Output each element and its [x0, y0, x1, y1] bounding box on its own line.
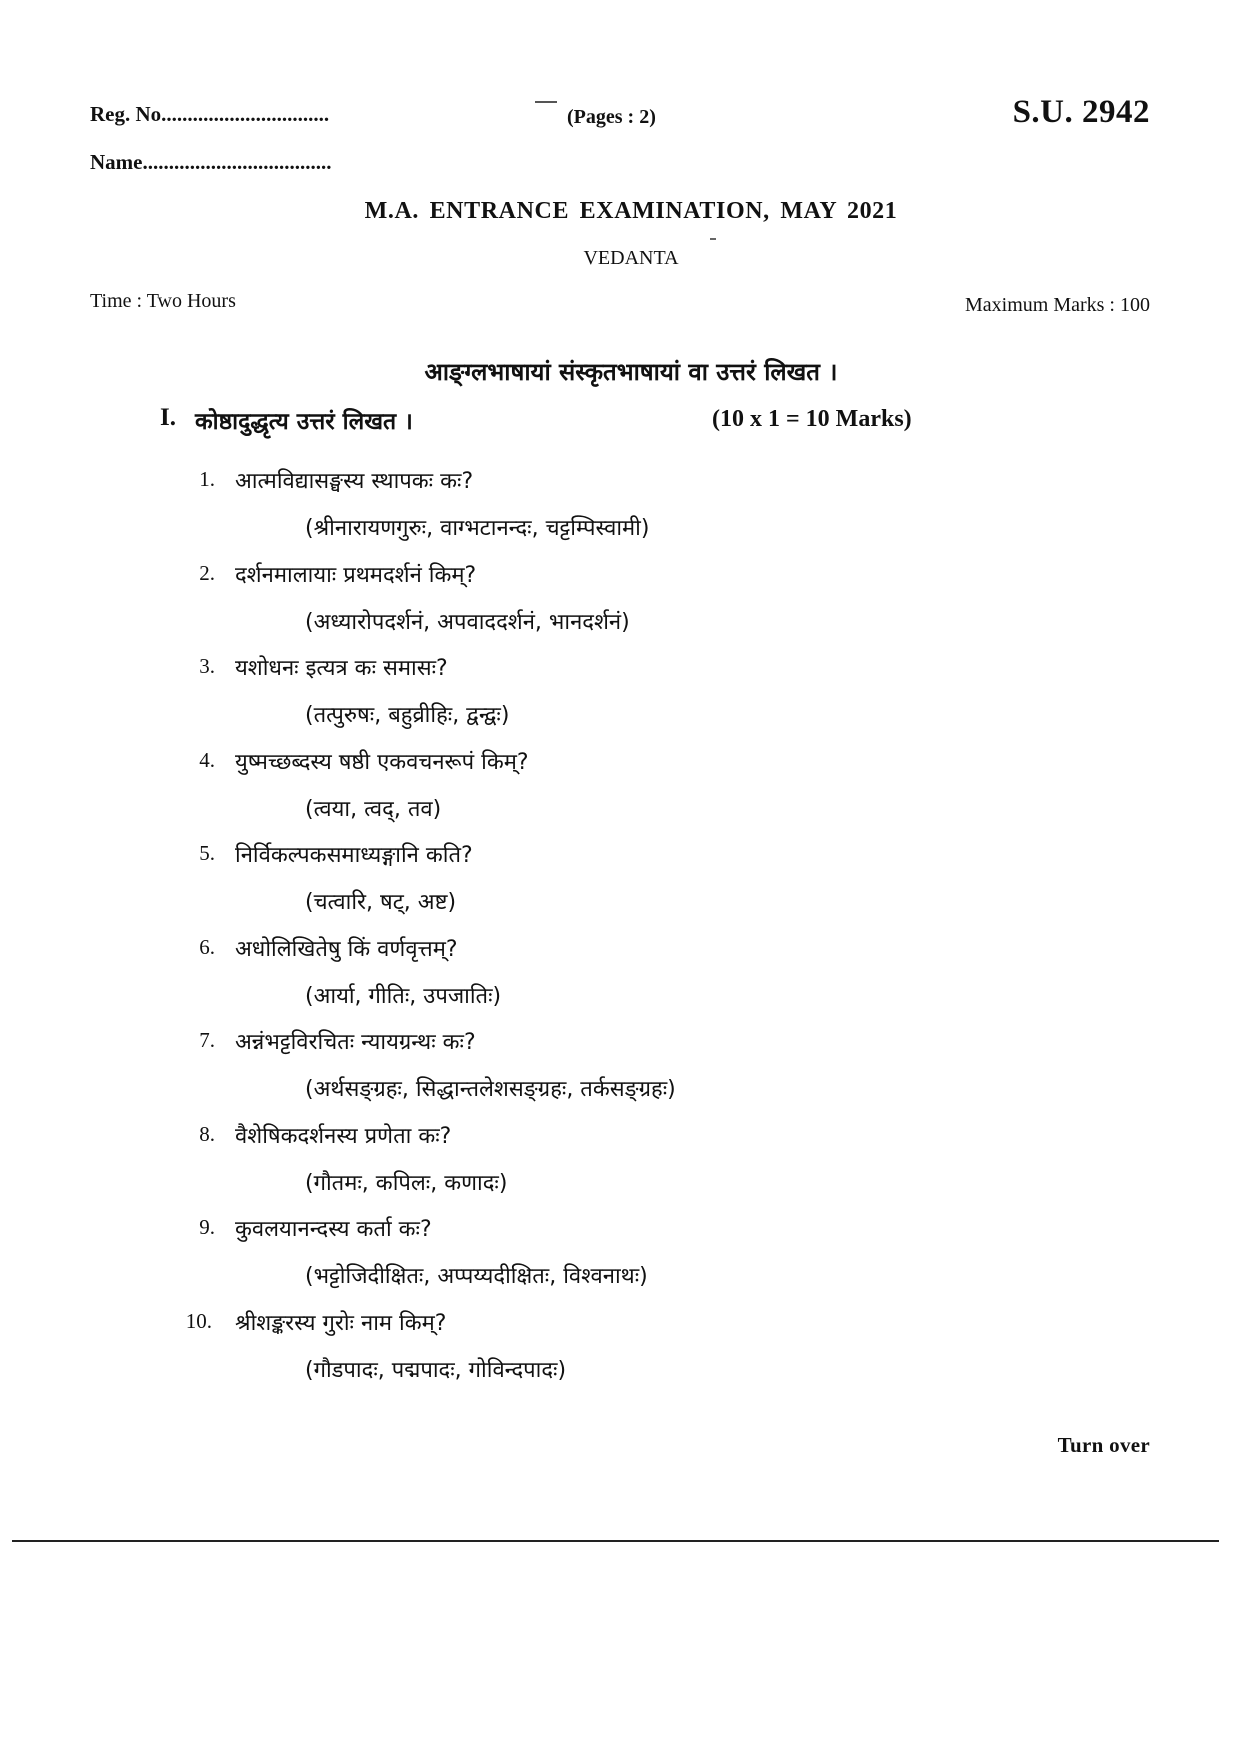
question-text: अधोलिखितेषु किं वर्णवृत्तम्?: [235, 937, 458, 962]
question-text: श्रीशङ्करस्य गुरोः नाम किम्?: [235, 1311, 447, 1336]
question-options: (त्वया, त्वद्, तव): [305, 797, 442, 822]
question-number: 6.: [199, 935, 215, 959]
section-instruction: कोष्ठादुद्धृत्य उत्तरं लिखत ।: [195, 409, 413, 435]
name-field: Name....................................: [90, 150, 332, 174]
question-options: (गौतमः, कपिलः, कणादः): [305, 1171, 508, 1196]
question-text: कुवलयानन्दस्य कर्ता कः?: [235, 1217, 432, 1242]
question-number: 5.: [199, 841, 215, 865]
turn-over-note: Turn over: [1057, 1433, 1150, 1457]
question-text: वैशेषिकदर्शनस्य प्रणेता कः?: [235, 1124, 452, 1149]
question-text: अन्नंभट्टविरचितः न्यायग्रन्थः कः?: [235, 1030, 476, 1055]
time-allowed: Time : Two Hours: [90, 290, 236, 312]
scan-speck: [710, 238, 716, 240]
question-text: यशोधनः इत्यत्र कः समासः?: [235, 656, 448, 681]
question-text: दर्शनमालायाः प्रथमदर्शनं किम्?: [235, 563, 477, 588]
language-instruction: आङ्ग्लभाषायां संस्कृतभाषायां वा उत्तरं लिखत ।: [424, 358, 838, 386]
question-options: (चत्वारि, षट्, अष्ट): [305, 890, 457, 915]
exam-subject: VEDANTA: [583, 247, 679, 269]
question-options: (श्रीनारायणगुरुः, वाग्भटानन्दः, चट्टम्पिस्वामी): [305, 516, 650, 541]
question-number: 10.: [185, 1309, 212, 1333]
question-options: (अर्थसङ्ग्रहः, सिद्धान्तलेशसङ्ग्रहः, तर्कसङ्ग्रहः): [305, 1077, 676, 1102]
question-number: 7.: [199, 1028, 215, 1052]
question-number: 9.: [199, 1215, 215, 1239]
scan-mark: [535, 101, 557, 103]
section-marks: (10 x 1 = 10 Marks): [712, 406, 912, 432]
question-number: 3.: [199, 654, 215, 678]
question-options: (आर्या, गीतिः, उपजातिः): [305, 984, 502, 1009]
question-text: आत्मविद्यासङ्घस्य स्थापकः कः?: [235, 469, 474, 494]
question-number: 4.: [199, 748, 215, 772]
question-number: 8.: [199, 1122, 215, 1146]
paper-code: S.U. 2942: [1012, 94, 1150, 130]
question-options: (तत्पुरुषः, बहुव्रीहिः, द्वन्द्वः): [305, 703, 510, 728]
page-bottom-rule: [12, 1540, 1219, 1542]
question-options: (अध्यारोपदर्शनं, अपवाददर्शनं, भानदर्शनं): [305, 610, 630, 635]
question-number: 1.: [199, 467, 215, 491]
section-number: I.: [160, 404, 176, 431]
maximum-marks: Maximum Marks : 100: [965, 294, 1150, 316]
page-count: (Pages : 2): [567, 106, 656, 128]
exam-title: M.A. ENTRANCE EXAMINATION, MAY 2021: [364, 198, 898, 224]
question-number: 2.: [199, 561, 215, 585]
question-text: निर्विकल्पकसमाध्यङ्गानि कति?: [235, 843, 473, 868]
question-options: (गौडपादः, पद्मपादः, गोविन्दपादः): [305, 1358, 567, 1383]
reg-no-field: Reg. No................................: [90, 102, 330, 126]
question-options: (भट्टोजिदीक्षितः, अप्पय्यदीक्षितः, विश्वनाथः): [305, 1264, 648, 1289]
question-text: युष्मच्छब्दस्य षष्ठी एकवचनरूपं किम्?: [235, 750, 529, 775]
